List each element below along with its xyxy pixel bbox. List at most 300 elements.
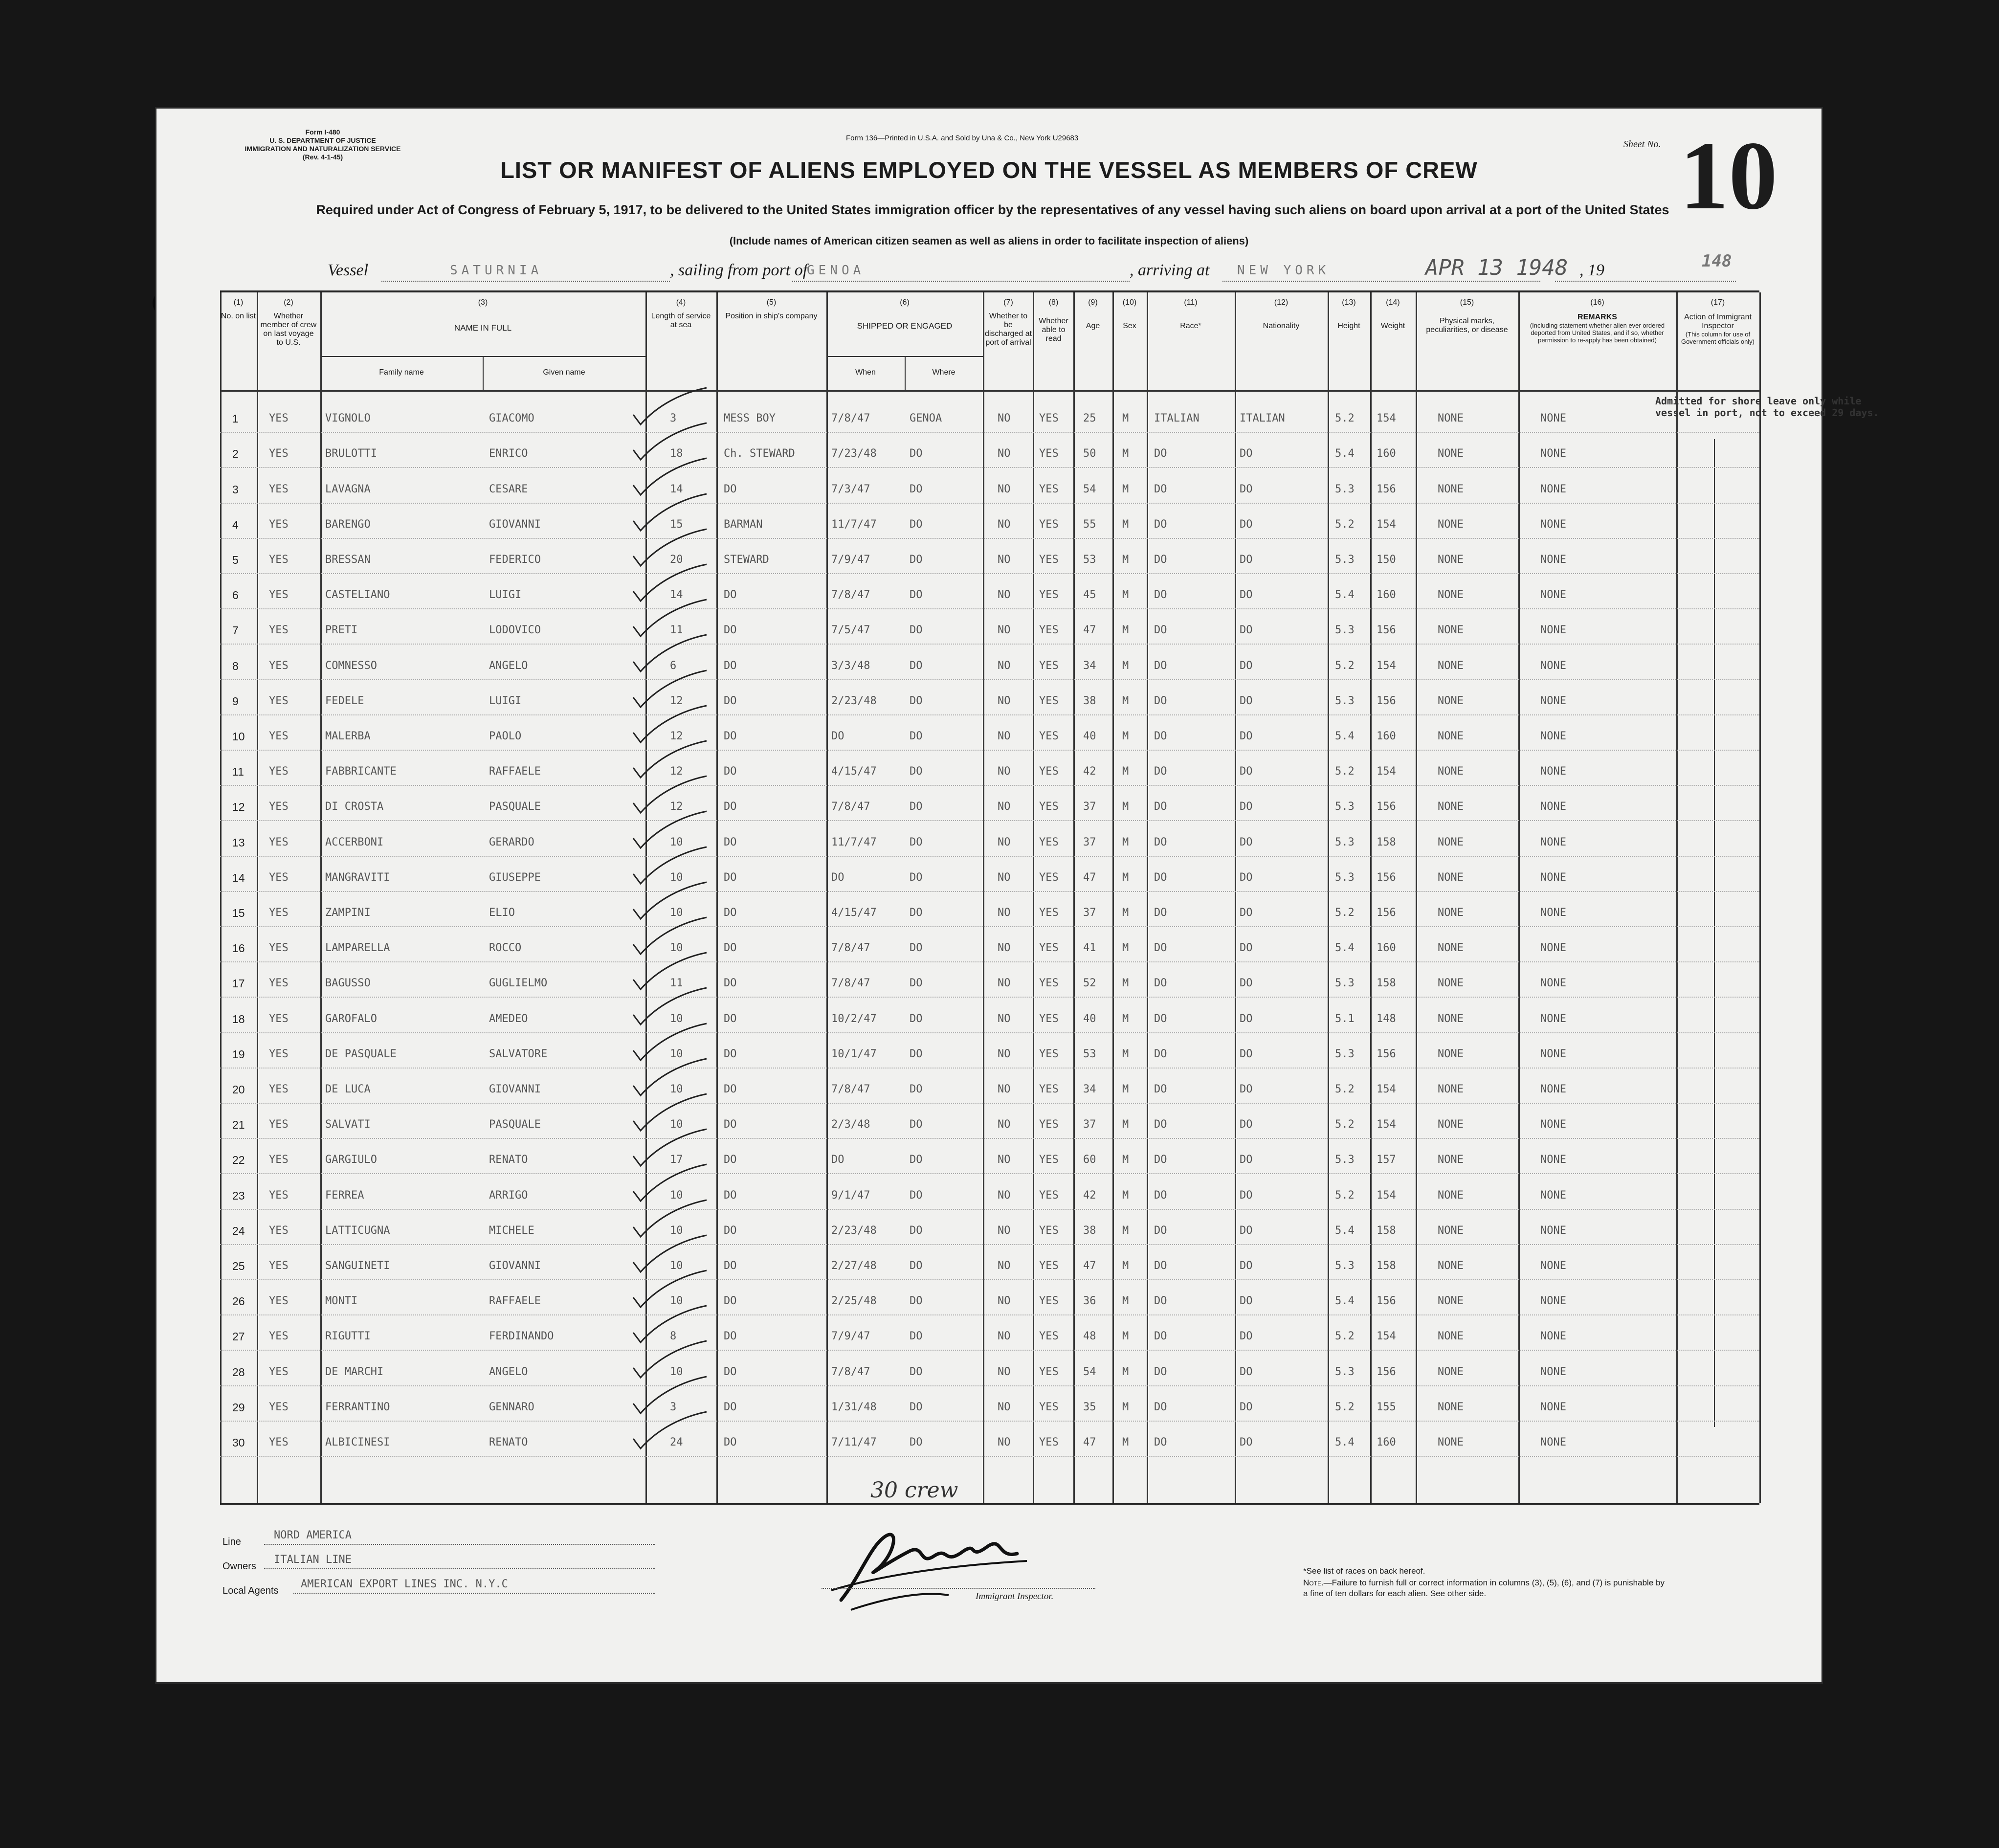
family-name-cell: CASTELIANO <box>325 589 390 601</box>
race-cell: DO <box>1154 1436 1167 1448</box>
weight-cell: 156 <box>1377 694 1396 707</box>
table-row <box>220 1351 1759 1386</box>
shipped-where-cell: DO <box>910 447 923 460</box>
shipped-where-cell: DO <box>910 659 923 672</box>
given-name-cell: ANGELO <box>489 659 528 672</box>
shipped-when-cell: 7/9/47 <box>831 553 870 566</box>
sex-cell: M <box>1122 871 1129 884</box>
height-cell: 5.4 <box>1335 942 1355 955</box>
sex-cell: M <box>1122 1012 1129 1025</box>
weight-cell: 154 <box>1377 659 1396 672</box>
col-header-where: Where <box>932 368 955 377</box>
remarks-cell: NONE <box>1540 1401 1566 1413</box>
row-number: 1 <box>232 412 239 425</box>
height-cell: 5.3 <box>1335 1365 1355 1378</box>
length-service-cell: 6 <box>670 659 677 672</box>
crew-last-voyage-cell: YES <box>269 412 289 425</box>
col-header-family-name: Family name <box>379 368 424 377</box>
family-name-cell: SALVATI <box>325 1118 371 1131</box>
subtitle: Required under Act of Congress of February 5, 1917, to be delivered to the United States immigration officer by the representatives of any vessel having such aliens on board upon arrival at a port of the United States <box>316 202 1669 217</box>
height-cell: 5.1 <box>1335 1012 1355 1025</box>
nationality-cell: DO <box>1240 1083 1253 1095</box>
col-header-given-name: Given name <box>543 368 585 377</box>
weight-cell: 154 <box>1377 1330 1396 1343</box>
able-to-read-cell: YES <box>1039 1401 1059 1413</box>
length-service-cell: 10 <box>670 1012 683 1025</box>
height-cell: 5.3 <box>1335 801 1355 813</box>
discharged-cell: NO <box>998 694 1011 707</box>
row-number: 17 <box>232 977 245 990</box>
row-number: 5 <box>232 553 239 566</box>
discharged-cell: NO <box>998 483 1011 495</box>
owners-value: ITALIAN LINE <box>274 1554 352 1566</box>
height-cell: 5.4 <box>1335 589 1355 601</box>
sex-cell: M <box>1122 447 1129 460</box>
able-to-read-cell: YES <box>1039 1365 1059 1378</box>
length-service-cell: 10 <box>670 836 683 848</box>
position-cell: STEWARD <box>724 553 769 566</box>
row-number: 9 <box>232 694 239 708</box>
weight-cell: 156 <box>1377 483 1396 495</box>
col-header-physical-marks: (15) Physical marks, peculiarities, or disease <box>1426 298 1508 334</box>
length-service-cell: 3 <box>670 1401 677 1413</box>
weight-cell: 160 <box>1377 1436 1396 1448</box>
race-cell: DO <box>1154 801 1167 813</box>
line-label: Line <box>222 1536 241 1547</box>
weight-cell: 160 <box>1377 589 1396 601</box>
remarks-cell: NONE <box>1540 694 1566 707</box>
weight-cell: 156 <box>1377 906 1396 919</box>
given-name-cell: GERARDO <box>489 836 534 848</box>
position-cell: DO <box>724 1154 737 1166</box>
physical-marks-cell: NONE <box>1438 483 1464 495</box>
sex-cell: M <box>1122 483 1129 495</box>
col-header-remarks: (16) REMARKS (Including statement whether alien ever ordered deported from United States, and if so, whether permission to re-apply has been obtained) <box>1530 298 1665 344</box>
crew-last-voyage-cell: YES <box>269 447 289 460</box>
age-cell: 37 <box>1083 801 1096 813</box>
physical-marks-cell: NONE <box>1438 1436 1464 1448</box>
discharged-cell: NO <box>998 1118 1011 1131</box>
shipped-when-cell: 7/8/47 <box>831 1365 870 1378</box>
remarks-cell: NONE <box>1540 801 1566 813</box>
length-service-cell: 10 <box>670 1295 683 1308</box>
race-cell: DO <box>1154 1154 1167 1166</box>
weight-cell: 154 <box>1377 1083 1396 1095</box>
crew-last-voyage-cell: YES <box>269 659 289 672</box>
family-name-cell: MALERBA <box>325 730 371 742</box>
nationality-cell: DO <box>1240 1365 1253 1378</box>
shipped-where-cell: DO <box>910 1224 923 1237</box>
family-name-cell: FERREA <box>325 1189 364 1202</box>
nationality-cell: DO <box>1240 1224 1253 1237</box>
given-name-cell: ANGELO <box>489 1365 528 1378</box>
family-name-cell: BARENGO <box>325 518 371 531</box>
age-cell: 36 <box>1083 1295 1096 1308</box>
position-cell: DO <box>724 1083 737 1095</box>
able-to-read-cell: YES <box>1039 518 1059 531</box>
shipped-when-cell: DO <box>831 871 844 884</box>
row-number: 29 <box>232 1401 245 1414</box>
row-number: 20 <box>232 1083 245 1096</box>
manifest-sheet <box>156 109 1879 1682</box>
col-header-no: (1) No. on list <box>221 298 256 320</box>
printer-line: Form 136—Printed in U.S.A. and Sold by Una & Co., New York U29683 <box>846 134 1079 142</box>
row-number: 8 <box>232 659 239 672</box>
sex-cell: M <box>1122 1436 1129 1448</box>
weight-cell: 158 <box>1377 1259 1396 1272</box>
shipped-when-cell: 7/8/47 <box>831 942 870 955</box>
sex-cell: M <box>1122 1401 1129 1413</box>
col-header-when: When <box>855 368 876 377</box>
family-name-cell: BRULOTTI <box>325 447 377 460</box>
nationality-cell: DO <box>1240 483 1253 495</box>
physical-marks-cell: NONE <box>1438 1365 1464 1378</box>
able-to-read-cell: YES <box>1039 1189 1059 1202</box>
race-cell: DO <box>1154 1259 1167 1272</box>
physical-marks-cell: NONE <box>1438 659 1464 672</box>
row-number: 27 <box>232 1330 245 1343</box>
crew-table <box>220 290 1879 1505</box>
shore-leave-annotation: Admitted for shore leave only while vessel in port, not to exceed 29 days. <box>1655 395 1879 419</box>
given-name-cell: MICHELE <box>489 1224 534 1237</box>
given-name-cell: FEDERICO <box>489 553 541 566</box>
height-cell: 5.3 <box>1335 1259 1355 1272</box>
physical-marks-cell: NONE <box>1438 836 1464 848</box>
table-row <box>220 680 1759 715</box>
shipped-when-cell: 7/8/47 <box>831 977 870 990</box>
remarks-cell: NONE <box>1540 518 1566 531</box>
family-name-cell: PRETI <box>325 624 358 637</box>
crew-last-voyage-cell: YES <box>269 1436 289 1448</box>
height-cell: 5.2 <box>1335 1118 1355 1131</box>
remarks-cell: NONE <box>1540 977 1566 990</box>
sheet-label: Sheet No. <box>1623 139 1661 150</box>
shipped-when-cell: 2/23/48 <box>831 694 877 707</box>
crew-last-voyage-cell: YES <box>269 942 289 955</box>
shipped-when-cell: 7/9/47 <box>831 1330 870 1343</box>
discharged-cell: NO <box>998 871 1011 884</box>
crew-last-voyage-cell: YES <box>269 836 289 848</box>
remarks-cell: NONE <box>1540 1083 1566 1095</box>
nationality-cell: DO <box>1240 871 1253 884</box>
arrival-date-stamp: APR 13 1948 <box>1425 255 1568 280</box>
able-to-read-cell: YES <box>1039 906 1059 919</box>
crew-last-voyage-cell: YES <box>269 624 289 637</box>
physical-marks-cell: NONE <box>1438 1189 1464 1202</box>
nationality-cell: DO <box>1240 659 1253 672</box>
discharged-cell: NO <box>998 1083 1011 1095</box>
sex-cell: M <box>1122 659 1129 672</box>
race-cell: DO <box>1154 553 1167 566</box>
remarks-cell: NONE <box>1540 942 1566 955</box>
weight-cell: 160 <box>1377 942 1396 955</box>
age-cell: 38 <box>1083 694 1096 707</box>
col-header-crew-last-voyage: (2) Whether member of crew on last voyage to U.S. <box>260 298 317 347</box>
given-name-cell: AMEDEO <box>489 1012 528 1025</box>
agents-label: Local Agents <box>222 1585 279 1596</box>
sex-cell: M <box>1122 589 1129 601</box>
line-value: NORD AMERICA <box>274 1529 352 1541</box>
discharged-cell: NO <box>998 1224 1011 1237</box>
length-service-cell: 12 <box>670 801 683 813</box>
given-name-cell: GIACOMO <box>489 412 534 425</box>
crew-last-voyage-cell: YES <box>269 483 289 495</box>
race-cell: DO <box>1154 1012 1167 1025</box>
crew-last-voyage-cell: YES <box>269 1118 289 1131</box>
row-number: 11 <box>232 765 244 779</box>
shipped-where-cell: DO <box>910 1012 923 1025</box>
able-to-read-cell: YES <box>1039 589 1059 601</box>
crew-last-voyage-cell: YES <box>269 1154 289 1166</box>
race-cell: DO <box>1154 1118 1167 1131</box>
family-name-cell: GARGIULO <box>325 1154 377 1166</box>
nationality-cell: DO <box>1240 1118 1253 1131</box>
height-cell: 5.2 <box>1335 518 1355 531</box>
row-number: 21 <box>232 1118 245 1132</box>
shipped-when-cell: 7/8/47 <box>831 801 870 813</box>
row-number: 7 <box>232 624 239 637</box>
physical-marks-cell: NONE <box>1438 1224 1464 1237</box>
remarks-cell: NONE <box>1540 412 1566 425</box>
length-service-cell: 10 <box>670 906 683 919</box>
crew-last-voyage-cell: YES <box>269 518 289 531</box>
race-cell: DO <box>1154 1330 1167 1343</box>
vessel-line <box>156 251 1821 286</box>
position-cell: DO <box>724 1259 737 1272</box>
weight-cell: 148 <box>1377 1012 1396 1025</box>
weight-cell: 156 <box>1377 1365 1396 1378</box>
given-name-cell: GIOVANNI <box>489 518 541 531</box>
height-cell: 5.3 <box>1335 483 1355 495</box>
remarks-cell: NONE <box>1540 1154 1566 1166</box>
crew-last-voyage-cell: YES <box>269 1365 289 1378</box>
sex-cell: M <box>1122 694 1129 707</box>
position-cell: DO <box>724 1295 737 1308</box>
discharged-cell: NO <box>998 589 1011 601</box>
physical-marks-cell: NONE <box>1438 1118 1464 1131</box>
discharged-cell: NO <box>998 942 1011 955</box>
shipped-where-cell: DO <box>910 1330 923 1343</box>
race-cell: DO <box>1154 1189 1167 1202</box>
shipped-when-cell: 1/31/48 <box>831 1401 877 1413</box>
age-cell: 37 <box>1083 1118 1096 1131</box>
position-cell: DO <box>724 1330 737 1343</box>
crew-last-voyage-cell: YES <box>269 553 289 566</box>
table-row <box>220 998 1759 1033</box>
shipped-when-cell: 11/7/47 <box>831 836 877 848</box>
remarks-cell: NONE <box>1540 1330 1566 1343</box>
able-to-read-cell: YES <box>1039 1012 1059 1025</box>
length-service-cell: 10 <box>670 1224 683 1237</box>
sex-cell: M <box>1122 1118 1129 1131</box>
length-service-cell: 18 <box>670 447 683 460</box>
age-cell: 47 <box>1083 624 1096 637</box>
col-header-name: (3) NAME IN FULL <box>454 298 512 333</box>
race-cell: DO <box>1154 730 1167 742</box>
sex-cell: M <box>1122 1047 1129 1060</box>
table-row <box>220 927 1759 962</box>
age-cell: 52 <box>1083 977 1096 990</box>
table-row <box>220 1139 1759 1174</box>
race-cell: DO <box>1154 483 1167 495</box>
table-row <box>220 433 1759 468</box>
family-name-cell: FEDELE <box>325 694 364 707</box>
position-cell: DO <box>724 871 737 884</box>
discharged-cell: NO <box>998 1012 1011 1025</box>
shipped-when-cell: 9/1/47 <box>831 1189 870 1202</box>
position-cell: DO <box>724 836 737 848</box>
table-row <box>220 574 1759 609</box>
height-cell: 5.2 <box>1335 1189 1355 1202</box>
remarks-cell: NONE <box>1540 1436 1566 1448</box>
height-cell: 5.4 <box>1335 1224 1355 1237</box>
crew-last-voyage-cell: YES <box>269 1401 289 1413</box>
remarks-cell: NONE <box>1540 659 1566 672</box>
nationality-cell: ITALIAN <box>1240 412 1285 425</box>
family-name-cell: FERRANTINO <box>325 1401 390 1413</box>
discharged-cell: NO <box>998 906 1011 919</box>
race-cell: DO <box>1154 694 1167 707</box>
age-cell: 40 <box>1083 730 1096 742</box>
remarks-cell: NONE <box>1540 1224 1566 1237</box>
discharged-cell: NO <box>998 1295 1011 1308</box>
crew-last-voyage-cell: YES <box>269 977 289 990</box>
nationality-cell: DO <box>1240 836 1253 848</box>
age-cell: 42 <box>1083 1189 1096 1202</box>
race-cell: DO <box>1154 1295 1167 1308</box>
shipped-where-cell: DO <box>910 1295 923 1308</box>
row-number: 14 <box>232 871 245 884</box>
table-row <box>220 1210 1759 1245</box>
col-header-read: (8) Whether able to read <box>1039 298 1068 343</box>
able-to-read-cell: YES <box>1039 1047 1059 1060</box>
height-cell: 5.2 <box>1335 765 1355 778</box>
age-cell: 47 <box>1083 1436 1096 1448</box>
age-cell: 38 <box>1083 1224 1096 1237</box>
col-header-inspector-action: (17) Action of Immigrant Inspector (This column for use of Government officials only) <box>1681 298 1755 345</box>
shipped-where-cell: DO <box>910 589 923 601</box>
height-cell: 5.2 <box>1335 1401 1355 1413</box>
discharged-cell: NO <box>998 1365 1011 1378</box>
table-row <box>220 821 1759 856</box>
crew-last-voyage-cell: YES <box>269 589 289 601</box>
physical-marks-cell: NONE <box>1438 730 1464 742</box>
shipped-when-cell: 7/11/47 <box>831 1436 877 1448</box>
height-cell: 5.3 <box>1335 553 1355 566</box>
position-cell: DO <box>724 1189 737 1202</box>
nationality-cell: DO <box>1240 624 1253 637</box>
shipped-where-cell: DO <box>910 1189 923 1202</box>
sex-cell: M <box>1122 518 1129 531</box>
row-number: 10 <box>232 730 245 743</box>
able-to-read-cell: YES <box>1039 1330 1059 1343</box>
sex-cell: M <box>1122 1224 1129 1237</box>
position-cell: DO <box>724 942 737 955</box>
length-service-cell: 10 <box>670 1365 683 1378</box>
height-cell: 5.2 <box>1335 1330 1355 1343</box>
discharged-cell: NO <box>998 412 1011 425</box>
height-cell: 5.2 <box>1335 1083 1355 1095</box>
age-cell: 48 <box>1083 1330 1096 1343</box>
family-name-cell: MONTI <box>325 1295 358 1308</box>
table-row <box>220 1174 1759 1209</box>
vessel-name: SATURNIA <box>450 263 543 278</box>
sex-cell: M <box>1122 836 1129 848</box>
physical-marks-cell: NONE <box>1438 765 1464 778</box>
shipped-when-cell: 3/3/48 <box>831 659 870 672</box>
position-cell: DO <box>724 694 737 707</box>
remarks-cell: NONE <box>1540 589 1566 601</box>
length-service-cell: 10 <box>670 942 683 955</box>
nationality-cell: DO <box>1240 694 1253 707</box>
form-revision: (Rev. 4-1-45) <box>302 153 343 161</box>
given-name-cell: PASQUALE <box>489 801 541 813</box>
race-cell: DO <box>1154 589 1167 601</box>
shipped-when-cell: 10/1/47 <box>831 1047 877 1060</box>
sex-cell: M <box>1122 1189 1129 1202</box>
discharged-cell: NO <box>998 518 1011 531</box>
position-cell: DO <box>724 1047 737 1060</box>
weight-cell: 160 <box>1377 730 1396 742</box>
row-number: 3 <box>232 483 239 496</box>
nationality-cell: DO <box>1240 1189 1253 1202</box>
sex-cell: M <box>1122 412 1129 425</box>
nationality-cell: DO <box>1240 1295 1253 1308</box>
physical-marks-cell: NONE <box>1438 1154 1464 1166</box>
col-header-position: (5) Position in ship's company <box>725 298 818 320</box>
crew-last-voyage-cell: YES <box>269 694 289 707</box>
given-name-cell: GIOVANNI <box>489 1083 541 1095</box>
able-to-read-cell: YES <box>1039 1083 1059 1095</box>
physical-marks-cell: NONE <box>1438 589 1464 601</box>
shipped-where-cell: DO <box>910 906 923 919</box>
race-cell: DO <box>1154 1401 1167 1413</box>
length-service-cell: 14 <box>670 483 683 495</box>
able-to-read-cell: YES <box>1039 871 1059 884</box>
remarks-cell: NONE <box>1540 906 1566 919</box>
able-to-read-cell: YES <box>1039 836 1059 848</box>
height-cell: 5.4 <box>1335 1295 1355 1308</box>
nationality-cell: DO <box>1240 518 1253 531</box>
race-cell: DO <box>1154 447 1167 460</box>
given-name-cell: RENATO <box>489 1154 528 1166</box>
discharged-cell: NO <box>998 1401 1011 1413</box>
able-to-read-cell: YES <box>1039 765 1059 778</box>
remarks-cell: NONE <box>1540 1189 1566 1202</box>
arrival-port: NEW YORK <box>1237 263 1330 278</box>
table-row <box>220 609 1759 645</box>
row-number: 15 <box>232 906 245 919</box>
given-name-cell: ELIO <box>489 906 515 919</box>
table-row <box>220 715 1759 751</box>
table-row <box>220 398 1759 433</box>
age-cell: 37 <box>1083 836 1096 848</box>
crew-last-voyage-cell: YES <box>269 906 289 919</box>
col-header-race: (11) Race* <box>1180 298 1201 330</box>
row-number: 12 <box>232 801 245 814</box>
shipped-when-cell: DO <box>831 1154 844 1166</box>
position-cell: DO <box>724 1118 737 1131</box>
able-to-read-cell: YES <box>1039 730 1059 742</box>
height-cell: 5.3 <box>1335 871 1355 884</box>
given-name-cell: GIUSEPPE <box>489 871 541 884</box>
height-cell: 5.3 <box>1335 977 1355 990</box>
sailing-port: GENOA <box>807 263 865 278</box>
crew-last-voyage-cell: YES <box>269 1295 289 1308</box>
physical-marks-cell: NONE <box>1438 1083 1464 1095</box>
table-row <box>220 786 1759 821</box>
shipped-when-cell: 7/8/47 <box>831 589 870 601</box>
